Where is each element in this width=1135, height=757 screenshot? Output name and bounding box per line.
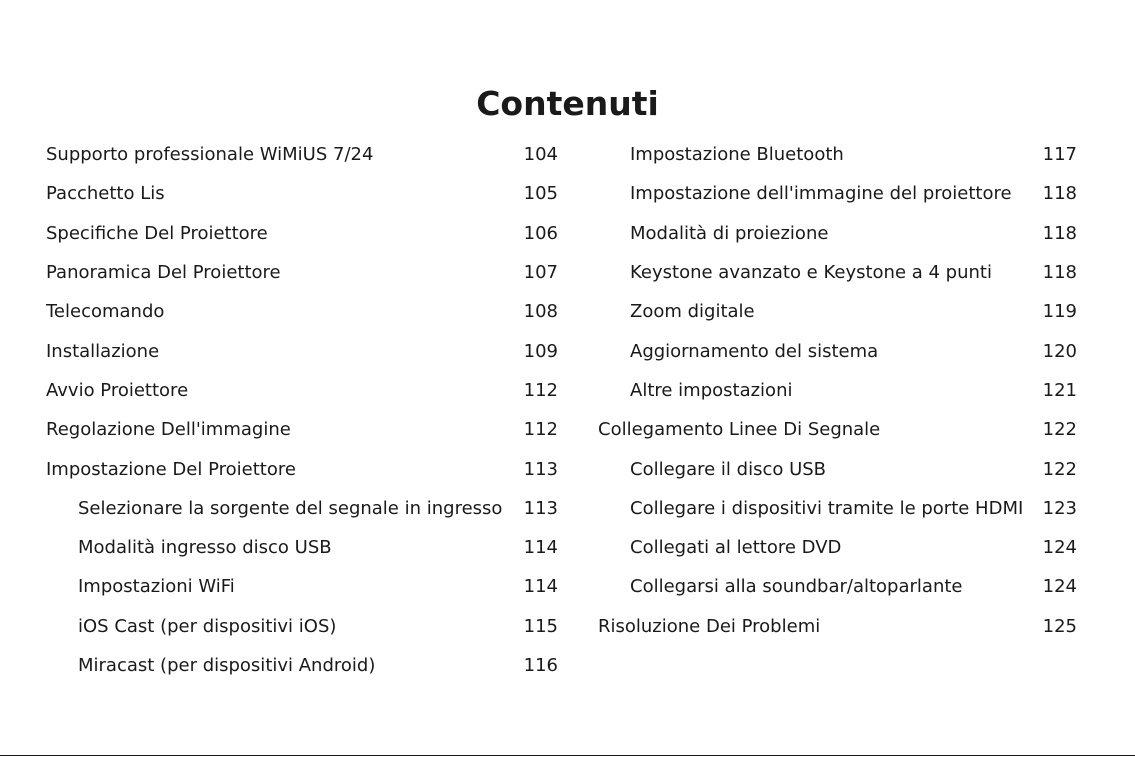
toc-entry-page-number: 114: [523, 576, 558, 598]
toc-entry[interactable]: [46, 174, 558, 213]
toc-column-right: [598, 135, 1077, 646]
toc-entry-page-number: 112: [523, 379, 558, 401]
toc-entry[interactable]: [46, 410, 558, 449]
toc-entry-page-number: 118: [1042, 262, 1077, 284]
toc-entry-page-number: 122: [1042, 419, 1077, 441]
toc-entry[interactable]: [46, 567, 558, 606]
toc-entry-page-number: 106: [523, 222, 558, 244]
toc-entry-label: Specifiche Del Proiettore: [46, 222, 268, 244]
toc-entry[interactable]: [46, 371, 558, 410]
toc-entry-page-number: 107: [523, 262, 558, 284]
toc-entry-page-number: 117: [1042, 144, 1077, 166]
page-title: Contenuti: [476, 84, 659, 123]
toc-entry-page-number: 115: [523, 615, 558, 637]
toc-entry-label: Selezionare la sorgente del segnale in ingresso: [78, 497, 503, 519]
toc-entry[interactable]: [46, 135, 558, 174]
toc-entry[interactable]: [598, 371, 1077, 410]
toc-column-left: [46, 135, 558, 685]
toc-entry[interactable]: [598, 174, 1077, 213]
toc-entry[interactable]: [598, 214, 1077, 253]
toc-entry[interactable]: [598, 135, 1077, 174]
toc-entry-label: Keystone avanzato e Keystone a 4 punti: [630, 262, 992, 284]
toc-entry[interactable]: [46, 253, 558, 292]
toc-entry[interactable]: [598, 528, 1077, 567]
toc-entry-label: Avvio Proiettore: [46, 379, 189, 401]
toc-entry[interactable]: [598, 567, 1077, 606]
toc-entry[interactable]: [46, 214, 558, 253]
toc-entry[interactable]: [46, 528, 558, 567]
toc-entry-label: Telecomando: [46, 301, 165, 323]
toc-entry-page-number: 121: [1042, 379, 1077, 401]
toc-entry-label: Regolazione Dell'immagine: [46, 419, 291, 441]
toc-entry[interactable]: [598, 489, 1077, 528]
toc-entry-page-number: 125: [1042, 615, 1077, 637]
toc-entry-label: Impostazione Bluetooth: [630, 144, 844, 166]
toc-entry-page-number: 114: [523, 537, 558, 559]
toc-entry-label: Impostazione Del Proiettore: [46, 458, 296, 480]
toc-entry[interactable]: [598, 410, 1077, 449]
toc-entry-page-number: 124: [1042, 576, 1077, 598]
toc-entry-label: Altre impostazioni: [630, 379, 793, 401]
toc-entry-page-number: 113: [523, 497, 558, 519]
toc-entry-label: Collegati al lettore DVD: [630, 537, 842, 559]
toc-entry-label: Collegamento Linee Di Segnale: [598, 419, 881, 441]
toc-entry-page-number: 122: [1042, 458, 1077, 480]
toc-entry-page-number: 108: [523, 301, 558, 323]
toc-entry-label: Modalità di proiezione: [630, 222, 829, 244]
toc-entry-page-number: 109: [523, 340, 558, 362]
toc-entry-page-number: 116: [523, 655, 558, 676]
toc-entry-label: Miracast (per dispositivi Android): [78, 655, 376, 676]
toc-entry[interactable]: [598, 292, 1077, 331]
toc-entry-label: Panoramica Del Proiettore: [46, 262, 281, 284]
toc-entry-label: Impostazione dell'immagine del proiettore: [630, 183, 1012, 205]
toc-entry[interactable]: [598, 449, 1077, 488]
toc-entry[interactable]: [46, 489, 558, 528]
toc-entry[interactable]: [598, 331, 1077, 370]
toc-entry[interactable]: [46, 607, 558, 646]
toc-entry-page-number: 118: [1042, 183, 1077, 205]
toc-entry-page-number: 113: [523, 458, 558, 480]
toc-entry-page-number: 118: [1042, 222, 1077, 244]
toc-entry[interactable]: [46, 646, 558, 685]
toc-entry-label: Aggiornamento del sistema: [630, 340, 879, 362]
toc-entry[interactable]: [46, 292, 558, 331]
toc-entry-page-number: 105: [523, 183, 558, 205]
toc-entry-page-number: 124: [1042, 537, 1077, 559]
toc-entry-label: Installazione: [46, 340, 160, 362]
toc-entry-label: Impostazioni WiFi: [78, 576, 235, 598]
toc-entry[interactable]: [598, 607, 1077, 646]
toc-entry-page-number: 123: [1042, 497, 1077, 519]
toc-entry-label: Modalità ingresso disco USB: [78, 537, 332, 559]
toc-entry-label: Supporto professionale WiMiUS 7/24: [46, 144, 374, 166]
toc-entry-label: Collegare i dispositivi tramite le porte HDMI: [630, 497, 1024, 519]
toc-entry-page-number: 119: [1042, 301, 1077, 323]
toc-entry-page-number: 120: [1042, 340, 1077, 362]
toc-entry[interactable]: [598, 253, 1077, 292]
toc-entry-label: Pacchetto Lis: [46, 183, 165, 205]
toc-entry-label: Collegarsi alla soundbar/altoparlante: [630, 576, 963, 598]
toc-entry-label: iOS Cast (per dispositivi iOS): [78, 615, 337, 637]
toc-entry-label: Zoom digitale: [630, 301, 755, 323]
toc-entry-page-number: 112: [523, 419, 558, 441]
toc-entry-label: Risoluzione Dei Problemi: [598, 615, 821, 637]
toc-entry[interactable]: [46, 331, 558, 370]
toc-entry-label: Collegare il disco USB: [630, 458, 827, 480]
bottom-divider: [0, 755, 1135, 756]
toc-entry-page-number: 104: [523, 144, 558, 166]
toc-entry[interactable]: [46, 449, 558, 488]
